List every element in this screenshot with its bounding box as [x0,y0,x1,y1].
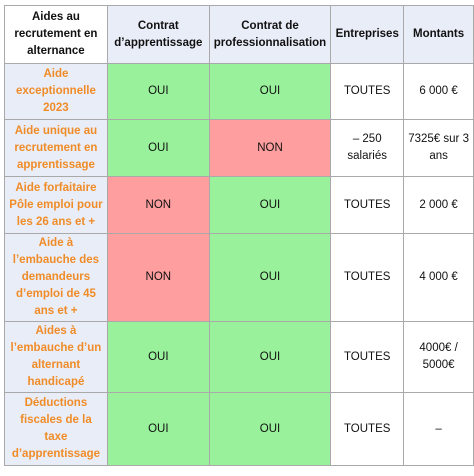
cell-entreprises: TOUTES [331,234,404,322]
cell-entreprises: TOUTES [331,64,404,120]
cell-apprentissage: OUI [107,64,209,120]
cell-professionnalisation: OUI [209,393,330,466]
cell-entreprises: TOUTES [331,322,404,393]
cell-professionnalisation: OUI [209,64,330,120]
cell-montants: – [404,393,474,466]
cell-apprentissage: NON [107,177,209,234]
header-montants: Montants [404,6,474,64]
cell-montants: 7325€ sur 3 ans [404,120,474,177]
table-row [5,393,474,466]
row-label: Aide forfaitaire Pôle emploi pour les 26 ans et + [5,177,108,234]
row-label: Déductions fiscales de la taxe d’apprentissage [5,393,108,466]
cell-entreprises: TOUTES [331,177,404,234]
row-label: Aide unique au recrutement en apprentissage [5,120,108,177]
cell-montants: 6 000 € [404,64,474,120]
cell-professionnalisation: OUI [209,322,330,393]
table-row [5,322,474,393]
cell-apprentissage: NON [107,234,209,322]
table-row [5,177,474,234]
cell-apprentissage: OUI [107,322,209,393]
header-aides: Aides au recrutement en alternance [5,6,108,64]
table-row [5,120,474,177]
cell-entreprises: TOUTES [331,393,404,466]
header-apprentissage: Contrat d’apprentissage [107,6,209,64]
cell-professionnalisation: NON [209,120,330,177]
row-label: Aide exceptionnelle 2023 [5,64,108,120]
header-professionnalisation: Contrat de professionnalisation [209,6,330,64]
cell-professionnalisation: OUI [209,177,330,234]
row-label: Aides à l’embauche d’un alternant handicapé [5,322,108,393]
row-label: Aide à l’embauche des demandeurs d’emploi de 45 ans et + [5,234,108,322]
table-row [5,64,474,120]
header-entreprises: Entreprises [331,6,404,64]
aides-table [4,5,474,466]
cell-montants: 4 000 € [404,234,474,322]
cell-montants: 2 000 € [404,177,474,234]
cell-montants: 4000€ / 5000€ [404,322,474,393]
aides-table-container [4,5,474,466]
table-row [5,234,474,322]
cell-apprentissage: OUI [107,393,209,466]
header-row [5,6,474,64]
cell-professionnalisation: OUI [209,234,330,322]
cell-entreprises: – 250 salariés [331,120,404,177]
cell-apprentissage: OUI [107,120,209,177]
